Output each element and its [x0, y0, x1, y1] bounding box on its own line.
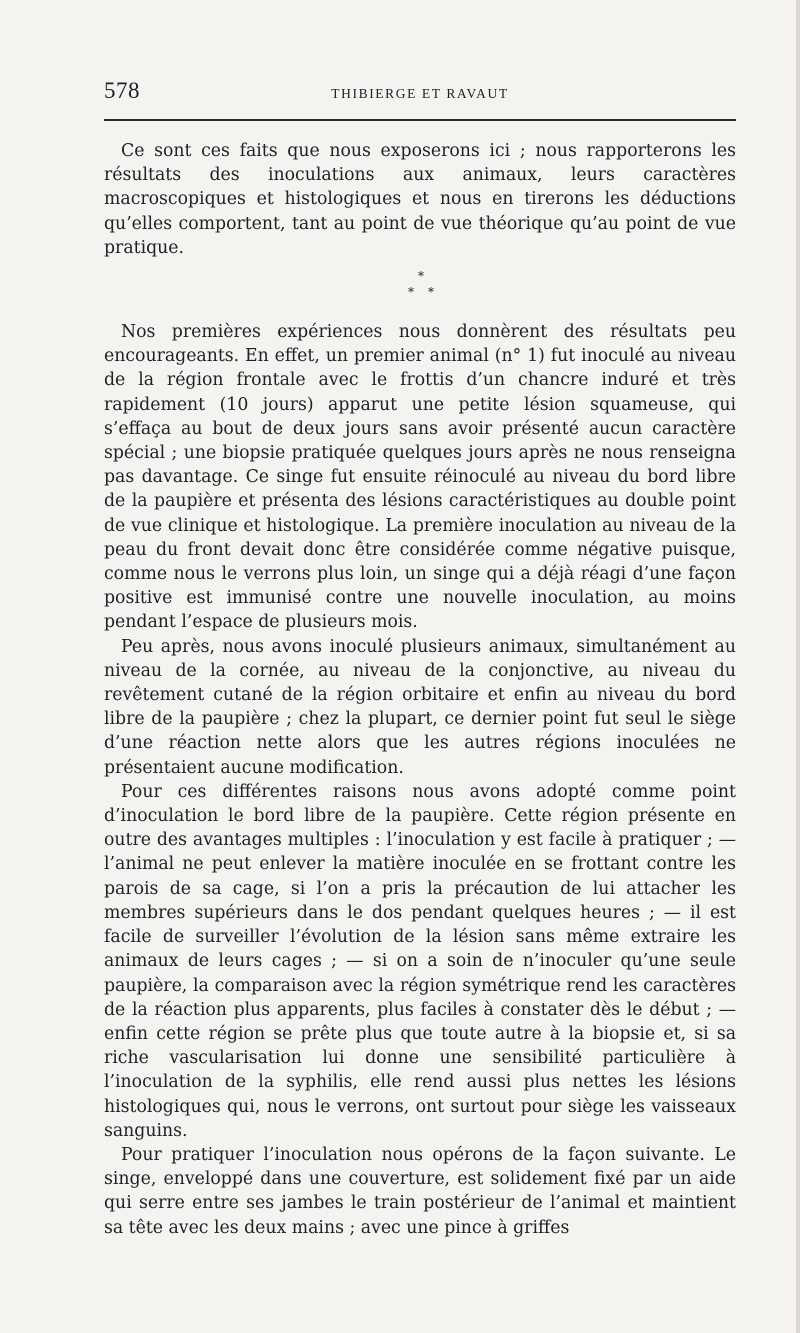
page-edge: [796, 0, 800, 1333]
asterism-star-left: *: [408, 285, 414, 300]
paragraph-5: Pour pratiquer l’inoculation nous opérons de la façon suivante. Le singe, enveloppé dans une couverture, est solidement fixé par un aide qui serre entre ses jambes le train postérieur de l’animal et maintient sa tête avec les deux mains ; avec une pince à griffes: [104, 1144, 736, 1238]
asterism: [104, 270, 736, 314]
header-rule: [104, 119, 736, 121]
asterism-star-right: *: [428, 285, 434, 300]
paragraph-4: Pour ces différentes raisons nous avons adopté comme point d’inoculation le bord libre de la paupière. Cette région présente en outre des avantages multiples : l’inoculation y est facile à pratiquer ; — l’animal ne peut enlever la matière inoculée en se frottant contre les parois de sa cage, si l’on a pris la précaution de lui attacher les membres supérieurs dans le dos pendant quelques heures ; — il est facile de surveiller l’évolution de la lésion sans même extraire les animaux de leurs cages ; — si on a soin de n’inoculer qu’une seule paupière, la comparaison avec la région symétrique rend les caractères de la réaction plus apparents, plus faciles à constater dès le début ; — enfin cette région se prête plus que toute autre à la biopsie et, si sa riche vascularisation lui donne une sensibilité particulière à l’inoculation de la syphilis, elle rend aussi plus nettes les lésions histologiques qui, nous le verrons, ont surtout pour siège les vaisseaux sanguins.: [104, 781, 736, 1141]
body-text: [104, 139, 736, 1240]
asterism-star-top: *: [418, 269, 424, 284]
running-head: THIBIERGE ET RAVAUT: [331, 86, 509, 101]
paragraph-3: Peu après, nous avons inoculé plusieurs animaux, simultanément au niveau de la cornée, au niveau de la conjonctive, au niveau du revêtement cutané de la région orbitaire et enfin au niveau du bord libre de la paupière ; chez la plupart, ce dernier point fut seul le siège d’une réaction nette alors que les autres régions inoculées ne présentaient aucune modification.: [104, 636, 736, 778]
page-header: [104, 78, 736, 108]
page-number: 578: [104, 78, 140, 103]
paragraph-1: Ce sont ces faits que nous exposerons ici ; nous rapporterons les résultats des inoculations aux animaux, leurs caractères macroscopiques et histologiques et nous en tirerons les déductions qu’elles comportent, tant au point de vue théorique qu’au point de vue pratique.: [104, 141, 736, 258]
paragraph-2: Nos premières expériences nous donnèrent des résultats peu encourageants. En effet, un premier animal (n° 1) fut inoculé au niveau de la région frontale avec le frottis d’un chancre induré et très rapidement (10 jours) apparut une petite lésion squameuse, qui s’effaça au bout de deux jours sans avoir présenté aucun caractère spécial ; une biopsie pratiquée quelques jours après ne nous renseigna pas davantage. Ce singe fut ensuite réinoculé au niveau du bord libre de la paupière et présenta des lésions caractéristiques au double point de vue clinique et histologique. La première inoculation au niveau de la peau du front devait donc être considérée comme négative puisque, comme nous le verrons plus loin, un singe qui a déjà réagi d’une façon positive est immunisé contre une nouvelle inoculation, au moins pendant l’espace de plusieurs mois.: [104, 322, 736, 633]
